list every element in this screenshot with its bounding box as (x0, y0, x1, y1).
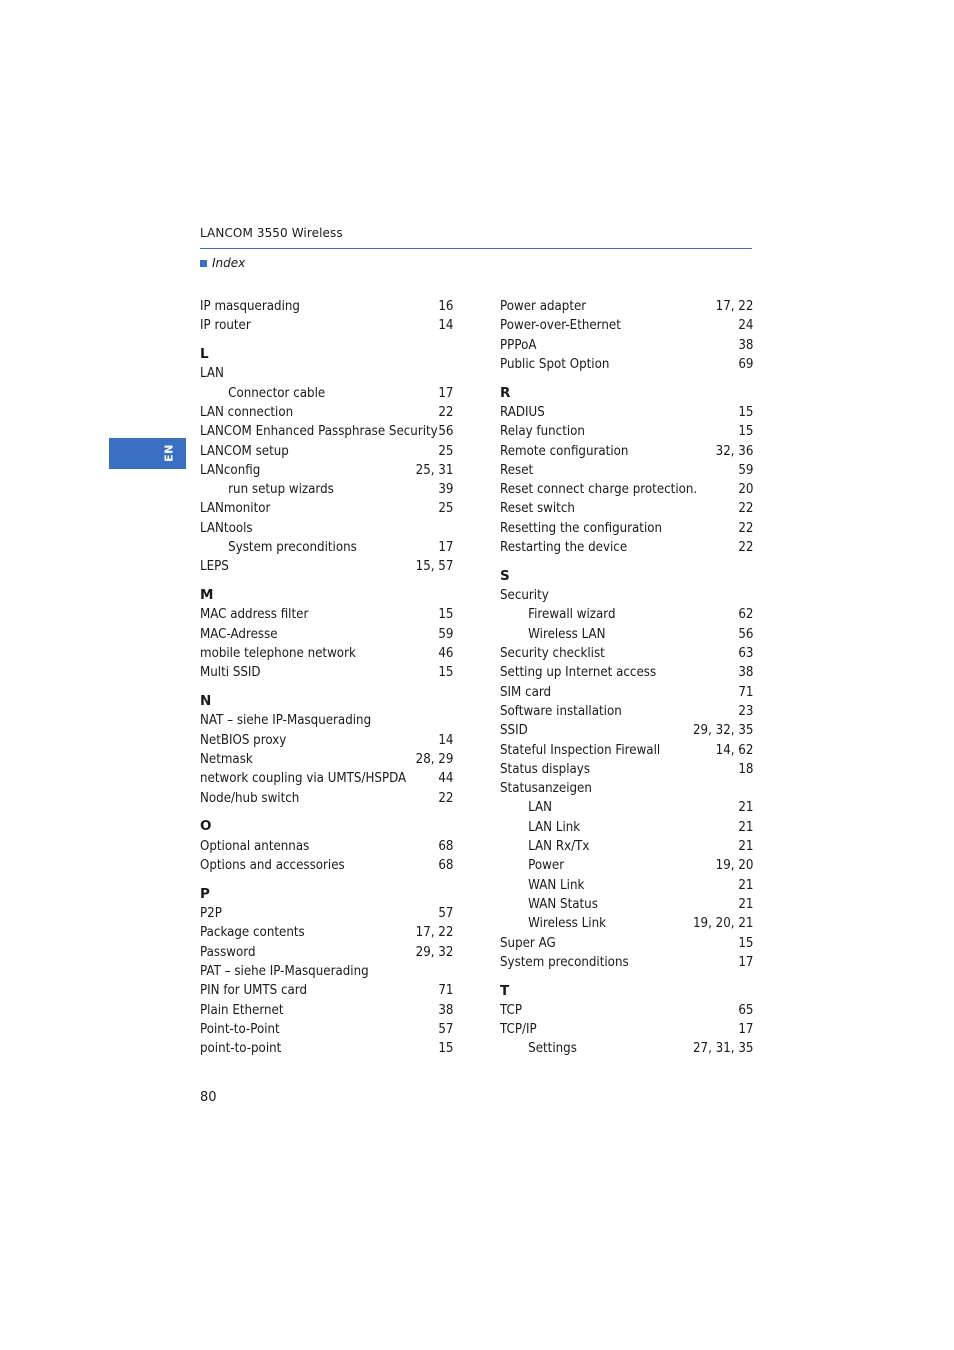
index-pages: 22 (738, 500, 754, 517)
index-pages: 56 (438, 423, 454, 440)
index-pages: 14 (438, 317, 454, 334)
index-term: P2P (200, 905, 222, 922)
index-term: WAN Link (528, 876, 585, 893)
index-entry (500, 953, 753, 972)
index-entry (500, 336, 753, 355)
index-subentry (500, 837, 753, 856)
index-pages: 21 (738, 876, 754, 893)
index-subentry (500, 876, 753, 895)
index-term: run setup wizards (228, 481, 334, 498)
index-term: System preconditions (500, 953, 629, 970)
index-term: Resetting the configuration (500, 519, 663, 536)
index-subentry (500, 605, 753, 624)
index-entry (200, 461, 453, 480)
index-letter-heading: S (500, 567, 510, 584)
index-pages: 57 (438, 1020, 454, 1037)
index-term: Reset switch (500, 500, 575, 517)
index-term: LEPS (200, 558, 229, 575)
index-term: WAN Status (528, 895, 598, 912)
index-pages: 46 (438, 645, 454, 662)
document-header-title: LANCOM 3550 Wireless (200, 226, 343, 240)
index-term: LAN Link (528, 818, 581, 835)
index-pages: 14 (438, 731, 454, 748)
index-entry (200, 422, 453, 441)
index-term: IP router (200, 317, 251, 334)
index-pages: 21 (738, 838, 754, 855)
index-term: RADIUS (500, 403, 545, 420)
index-entry (500, 586, 753, 605)
index-entry (200, 316, 453, 335)
index-entry (500, 480, 753, 499)
index-entry (200, 789, 453, 808)
index-entry (500, 461, 753, 480)
index-term: LAN connection (200, 403, 294, 420)
index-subentry (500, 818, 753, 837)
index-pages: 71 (438, 982, 454, 999)
index-term: Reset connect charge protection. (500, 481, 698, 498)
index-pages: 16 (438, 298, 454, 314)
index-entry (200, 557, 453, 576)
index-term: Status displays (500, 760, 591, 777)
index-term: NetBIOS proxy (200, 731, 287, 748)
index-pages: 65 (738, 1001, 754, 1018)
index-entry (500, 663, 753, 682)
index-term: Multi SSID (200, 664, 261, 681)
index-subentry (200, 384, 453, 403)
header-divider (200, 248, 752, 249)
index-entry (500, 644, 753, 663)
index-entry (200, 625, 453, 644)
index-term: LANCOM setup (200, 442, 289, 459)
index-pages: 22 (438, 789, 454, 806)
index-entry (200, 364, 453, 383)
index-pages: 21 (738, 799, 754, 816)
index-pages: 19, 20, 21 (692, 915, 754, 932)
index-term: Options and accessories (200, 857, 345, 874)
index-pages: 15 (438, 606, 454, 623)
index-pages: 28, 29 (415, 751, 454, 768)
section-label (200, 256, 245, 270)
index-pages: 22 (738, 539, 754, 556)
index-pages: 57 (438, 905, 454, 922)
index-term: Power (528, 857, 565, 874)
index-pages: 27, 31, 35 (692, 1040, 754, 1057)
index-subentry (200, 480, 453, 499)
index-entry (200, 769, 453, 788)
index-entry (500, 519, 753, 538)
index-term: Reset (500, 461, 534, 478)
index-entry (500, 355, 753, 374)
index-pages: 17, 22 (715, 298, 754, 314)
index-entry (200, 499, 453, 518)
index-term: Firewall wizard (528, 606, 616, 623)
index-entry (500, 1020, 753, 1039)
index-term: Plain Ethernet (200, 1001, 284, 1018)
index-term: NAT – siehe IP-Masquerading (200, 712, 372, 729)
index-term: LAN Rx/Tx (528, 838, 590, 855)
index-term: Node/hub switch (200, 789, 300, 806)
index-pages: 29, 32, 35 (692, 722, 754, 739)
index-term: Security (500, 587, 549, 604)
index-term: System preconditions (228, 539, 357, 556)
index-pages: 21 (738, 895, 754, 912)
index-term: Optional antennas (200, 837, 310, 854)
index-pages: 15 (438, 1040, 454, 1057)
index-pages: 22 (738, 519, 754, 536)
index-entry (200, 711, 453, 730)
index-term: TCP (500, 1001, 523, 1018)
index-term: network coupling via UMTS/HSPDA (200, 770, 407, 787)
index-subentry (500, 856, 753, 875)
index-term: LAN (528, 799, 553, 816)
index-term: Remote configuration (500, 442, 629, 459)
index-subentry (500, 914, 753, 933)
index-pages: 25 (438, 500, 454, 517)
section-title: Index (212, 256, 246, 270)
index-pages: 29, 32 (415, 943, 454, 960)
index-term: SIM card (500, 683, 552, 700)
index-entry (200, 1039, 453, 1058)
index-term: Settings (528, 1040, 577, 1057)
index-term: LANmonitor (200, 500, 271, 517)
index-pages: 38 (738, 664, 754, 681)
index-term: Connector cable (228, 384, 326, 401)
index-letter-heading: O (200, 818, 212, 835)
index-term: point-to-point (200, 1040, 282, 1057)
index-term: Point-to-Point (200, 1020, 280, 1037)
index-pages: 14, 62 (715, 741, 754, 758)
index-pages: 59 (738, 461, 754, 478)
index-entry (500, 683, 753, 702)
index-letter-heading: M (200, 587, 214, 604)
index-entry (200, 904, 453, 923)
index-entry (200, 1020, 453, 1039)
index-pages: 63 (738, 645, 754, 662)
language-tab-label: EN (162, 444, 176, 462)
index-entry (200, 856, 453, 875)
index-subentry (500, 895, 753, 914)
index-term: Restarting the device (500, 539, 628, 556)
section-marker-icon (200, 260, 207, 267)
index-entry (200, 943, 453, 962)
index-term: Netmask (200, 751, 253, 768)
language-tab (109, 438, 186, 469)
index-pages: 20 (738, 481, 754, 498)
index-entry (200, 442, 453, 461)
index-entry (500, 702, 753, 721)
index-pages: 39 (438, 481, 454, 498)
index-pages: 17 (438, 384, 454, 401)
index-pages: 69 (738, 355, 754, 372)
index-term: MAC address filter (200, 606, 309, 623)
index-entry (500, 403, 753, 422)
index-term: Power adapter (500, 298, 587, 314)
index-pages: 71 (738, 683, 754, 700)
index-entry (500, 316, 753, 335)
index-term: PIN for UMTS card (200, 982, 308, 999)
index-letter-heading: R (500, 384, 511, 401)
index-pages: 62 (738, 606, 754, 623)
index-pages: 17 (738, 953, 754, 970)
index-entry (500, 499, 753, 518)
index-term: PAT – siehe IP-Masquerading (200, 963, 369, 979)
index-letter-heading: L (200, 346, 209, 363)
index-term: LAN (200, 365, 224, 382)
index-pages: 19, 20 (715, 857, 754, 874)
index-entry (500, 1001, 753, 1020)
index-term: Password (200, 943, 256, 960)
index-entry (200, 519, 453, 538)
index-term: Wireless Link (528, 915, 606, 932)
index-entry (500, 934, 753, 953)
index-pages: 17 (738, 1021, 754, 1038)
index-term: Setting up Internet access (500, 664, 657, 681)
index-term: Public Spot Option (500, 355, 610, 372)
index-pages: 68 (438, 857, 454, 874)
index-pages: 68 (438, 837, 454, 854)
index-subentry (500, 1039, 753, 1058)
index-term: LANCOM Enhanced Passphrase Security (200, 423, 438, 440)
index-pages: 15 (438, 664, 454, 681)
index-pages: 15 (738, 423, 754, 440)
index-pages: 56 (738, 625, 754, 642)
index-term: Super AG (500, 934, 556, 951)
index-term: SSID (500, 722, 528, 739)
index-term: Security checklist (500, 645, 605, 662)
index-entry (200, 644, 453, 663)
index-term: TCP/IP (500, 1021, 537, 1038)
index-entry (500, 422, 753, 441)
index-pages: 15, 57 (415, 558, 454, 575)
index-term: Stateful Inspection Firewall (500, 741, 661, 758)
index-entry (200, 297, 453, 316)
index-entry (500, 721, 753, 740)
index-entry (200, 837, 453, 856)
index-pages: 23 (738, 702, 754, 719)
index-pages: 15 (738, 934, 754, 951)
index-pages: 38 (438, 1001, 454, 1018)
index-term: IP masquerading (200, 298, 300, 314)
index-term: Power-over-Ethernet (500, 317, 621, 334)
index-entry (200, 605, 453, 624)
index-pages: 59 (438, 625, 454, 642)
index-term: LANconfig (200, 461, 261, 478)
index-term: LANtools (200, 519, 253, 536)
index-entry (200, 750, 453, 769)
index-entry (500, 538, 753, 557)
index-pages: 18 (738, 760, 754, 777)
index-pages: 32, 36 (715, 442, 754, 459)
index-term: Package contents (200, 924, 305, 941)
index-entry (200, 981, 453, 1000)
index-entry (500, 779, 753, 798)
index-entry (200, 962, 453, 981)
index-entry (200, 731, 453, 750)
index-entry (200, 663, 453, 682)
index-column-right (500, 297, 754, 1059)
index-entry (500, 741, 753, 760)
index-entry (500, 442, 753, 461)
index-subentry (500, 625, 753, 644)
index-subentry (500, 798, 753, 817)
index-letter-heading: T (500, 982, 510, 999)
index-term: Software installation (500, 702, 622, 719)
index-pages: 44 (438, 770, 454, 787)
index-entry (200, 403, 453, 422)
index-pages: 21 (738, 818, 754, 835)
index-pages: 25 (438, 442, 454, 459)
index-entry (500, 760, 753, 779)
index-pages: 38 (738, 336, 754, 353)
index-entry (500, 297, 753, 316)
index-pages: 17, 22 (415, 924, 454, 941)
index-term: Relay function (500, 423, 585, 440)
index-entry (200, 1001, 453, 1020)
index-term: mobile telephone network (200, 645, 356, 662)
index-term: MAC-Adresse (200, 625, 278, 642)
index-subentry (200, 538, 453, 557)
index-pages: 17 (438, 539, 454, 556)
index-pages: 22 (438, 403, 454, 420)
index-letter-heading: N (200, 693, 212, 710)
index-pages: 15 (738, 403, 754, 420)
page-number: 80 (200, 1090, 217, 1105)
index-pages: 24 (738, 317, 754, 334)
index-entry (200, 923, 453, 942)
index-term: Statusanzeigen (500, 780, 592, 797)
index-term: PPPoA (500, 336, 537, 353)
index-letter-heading: P (200, 885, 210, 902)
index-pages: 25, 31 (415, 461, 454, 478)
index-column-left (200, 297, 454, 1058)
index-term: Wireless LAN (528, 625, 606, 642)
